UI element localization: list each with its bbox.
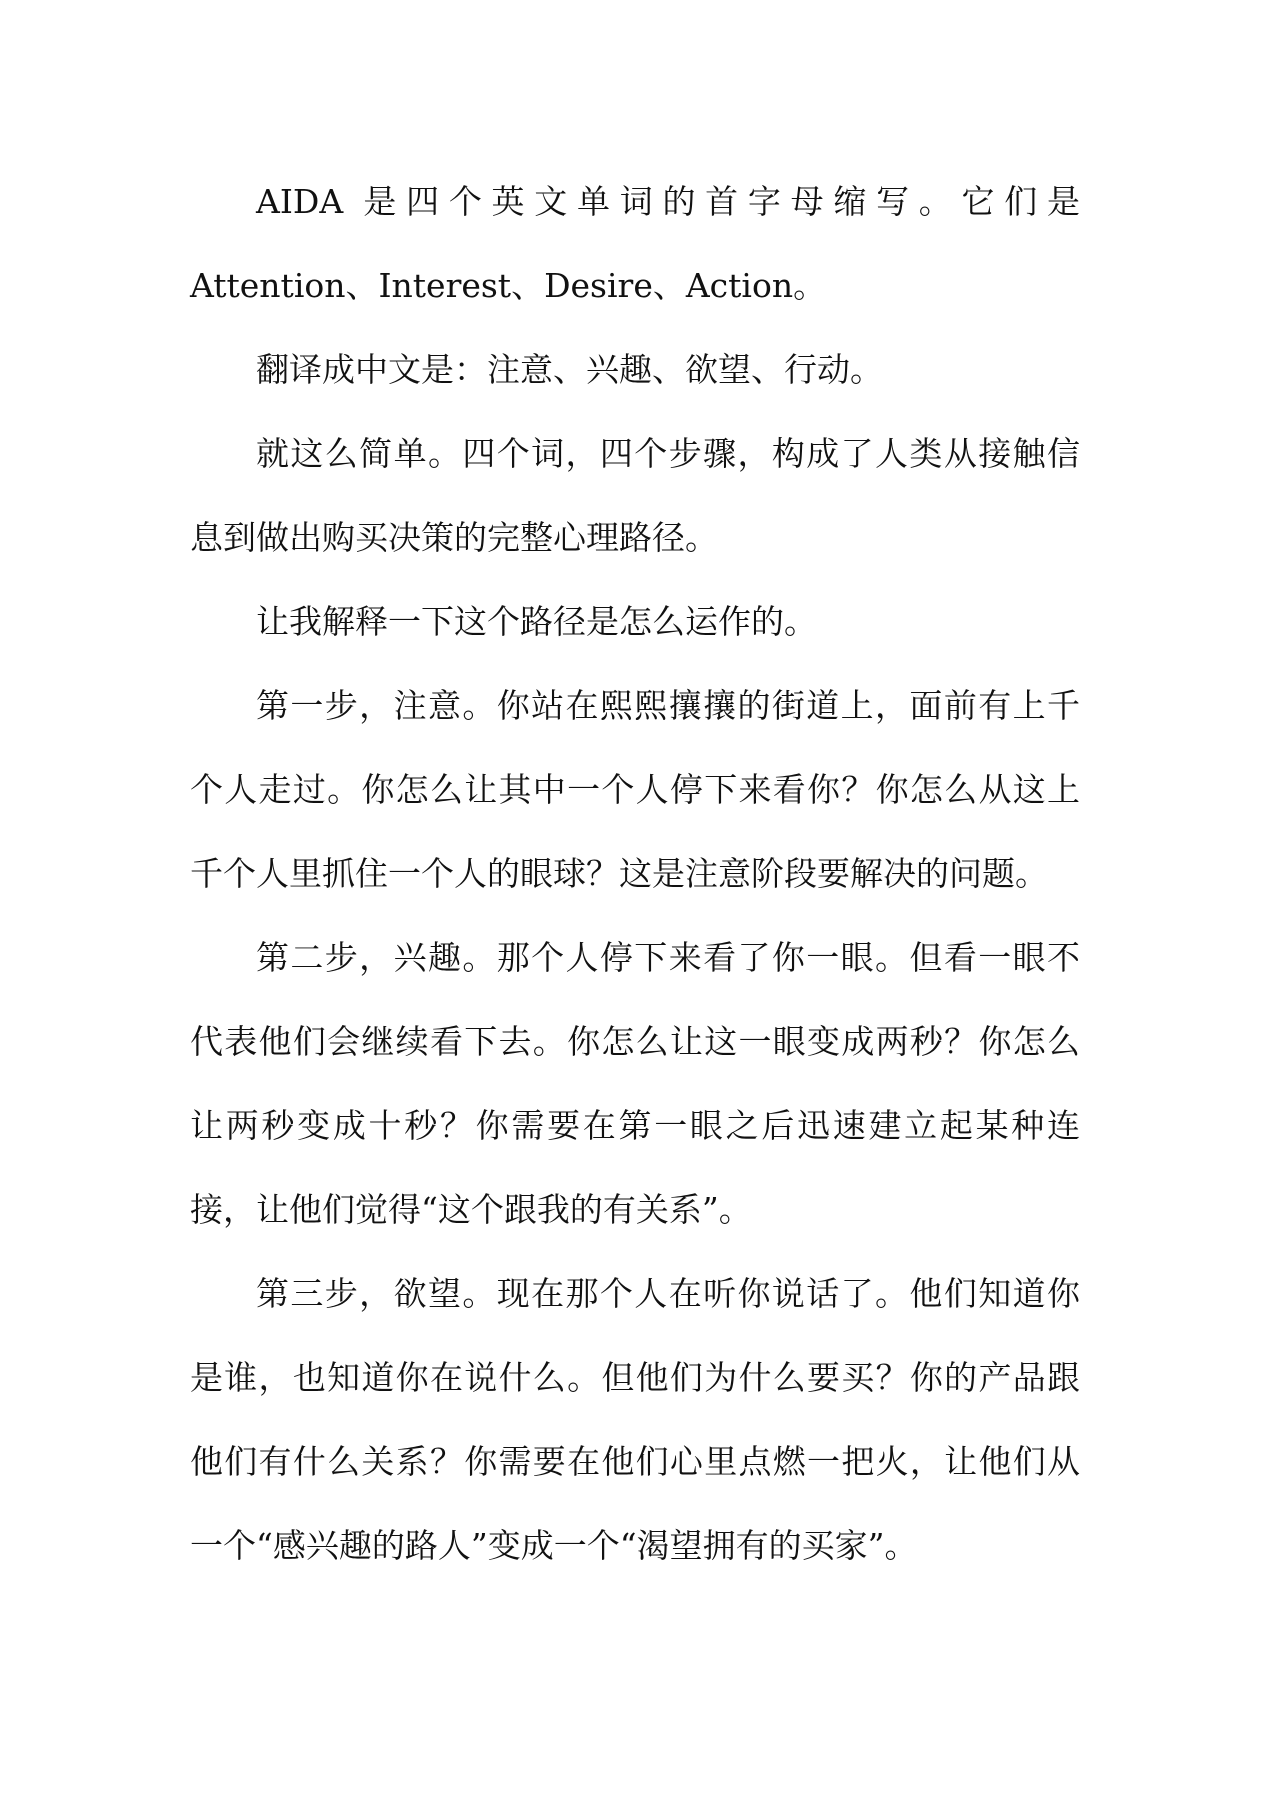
- paragraph-step-attention: 第一步，注意。你站在熙熙攘攘的街道上，面前有上千个人走过。你怎么让其中一个人停下来看你？你怎么从这上千个人里抓住一个人的眼球？这是注意阶段要解决的问题。: [190, 686, 1080, 893]
- paragraph-chinese-translation: 翻译成中文是：注意、兴趣、欲望、行动。: [256, 350, 883, 389]
- paragraph-step-interest: 第二步，兴趣。那个人停下来看了你一眼。但看一眼不代表他们会继续看下去。你怎么让这一眼变成两秒？你怎么让两秒变成十秒？你需要在第一眼之后迅速建立起某种连接，让他们觉得“这个跟我的有关系”。: [190, 938, 1080, 1229]
- document-body: [190, 160, 1080, 1588]
- paragraph-step-desire: 第三步，欲望。现在那个人在听你说话了。他们知道你是谁，也知道你在说什么。但他们为什么要买？你的产品跟他们有什么关系？你需要在他们心里点燃一把火，让他们从一个“感兴趣的路人”变成一个“渴望拥有的买家”。: [190, 1274, 1080, 1565]
- paragraph-aida-definition: AIDA 是四个英文单词的首字母缩写。它们是 Attention、Interest、Desire、Action。: [190, 182, 1080, 305]
- paragraph-explain-intro: 让我解释一下这个路径是怎么运作的。: [256, 602, 817, 641]
- paragraph-simple-path: 就这么简单。四个词，四个步骤，构成了人类从接触信息到做出购买决策的完整心理路径。: [190, 434, 1080, 557]
